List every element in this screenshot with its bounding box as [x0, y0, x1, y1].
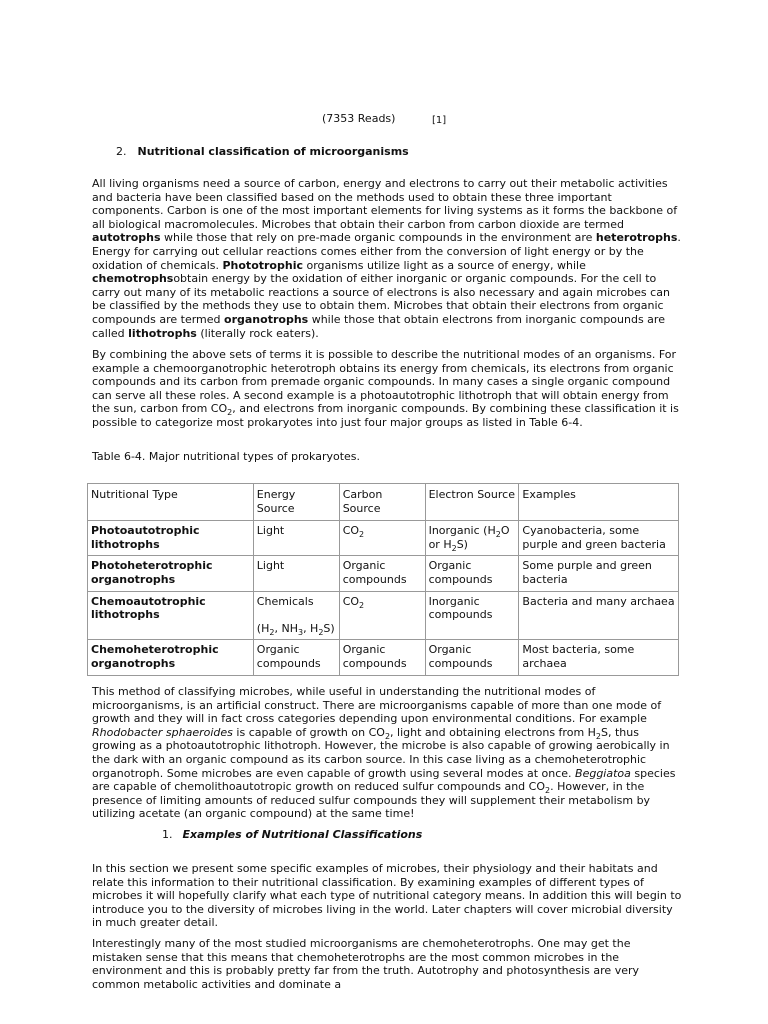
- carbon-source-cell: Organic compounds: [339, 640, 425, 675]
- carbon-source-cell: $CO_2$: [339, 521, 425, 556]
- section-title: Nutritional classification of microorganisms: [137, 145, 409, 158]
- term-lithotrophs: lithotrophs: [128, 326, 197, 340]
- nutritional-type-cell: Chemoheterotrophic organotrophs: [88, 640, 254, 675]
- examples-cell: Cyanobacteria, some purple and green bacteria: [519, 521, 679, 556]
- subsection-number: 1.: [162, 828, 173, 841]
- term-autotrophs: autotrophs: [92, 231, 161, 245]
- section-number: 2.: [116, 145, 127, 158]
- nutritional-types-table: [87, 483, 679, 676]
- electron-source-cell: Organic compounds: [425, 640, 519, 675]
- read-count: (7353 Reads): [322, 112, 396, 125]
- table-row: [88, 640, 679, 675]
- energy-source-cell: Organic compounds: [253, 640, 339, 675]
- term-phototrophic: Phototrophic: [222, 258, 303, 272]
- nutritional-type-cell: Chemoautotrophic lithotrophs: [88, 591, 254, 640]
- nutritional-type-cell: Photoheterotrophic organotrophs: [88, 556, 254, 591]
- subsection-heading: [162, 828, 422, 842]
- examples-cell: Bacteria and many archaea: [519, 591, 679, 640]
- column-header: Examples: [519, 484, 679, 521]
- section-heading: [116, 145, 409, 159]
- paragraph-classification-caveat: This method of classifying microbes, while useful in understanding the nutritional modes of microorganisms, is an artificial construct. There are microorganisms capable of more than one mode of growth and they will in fact cross categories depending upon environmental conditions. For example Rhodobacter sphaeroides is capable of growth on $CO_2$, light and obtaining electrons from $H_2S$, thus growing as a photoautotrophic lithotroph. However, the microbe is also capable of growing aerobically in the dark with an organic compound as its carbon source. In this case living as a chemoheterotrophic organotroph. Some microbes are even capable of growth using several modes at once. Beggiatoa species are capable of chemolithoautotropic growth on reduced sulfur compounds and $CO_2$. However, in the presence of limiting amounts of reduced sulfur compounds they will supplement their metabolism by utilizing acetate (an organic compound) at the same time!: [92, 685, 676, 821]
- term-chemotrophs: chemotrophs: [92, 272, 174, 286]
- examples-cell: Some purple and green bacteria: [519, 556, 679, 591]
- carbon-source-cell: $CO_2$: [339, 591, 425, 640]
- species-name: Beggiatoa: [575, 766, 631, 780]
- paragraph-chemoheterotrophs: Interestingly many of the most studied microorganisms are chemoheterotrophs. One may get the mistaken sense that this means that chemoheterotrophs are the most common microbes in the environment and this is probably pretty far from the truth. Autotrophy and photosynthesis are very common metabolic activities and dominate a: [92, 937, 639, 991]
- subsection-title: Examples of Nutritional Classifications: [182, 828, 423, 841]
- electron-source-cell: Inorganic ($H_2O$ or $H_2S$): [425, 521, 519, 556]
- energy-source-cell: Light: [253, 556, 339, 591]
- term-heterotrophs: heterotrophs: [595, 231, 678, 245]
- term-organotrophs: organotrophs: [224, 312, 309, 326]
- paragraph-examples-intro: In this section we present some specific examples of microbes, their physiology and their habitats and relate this information to their nutritional classification. By examining examples of different types of microbes it will hopefully clarify what each type of nutritional category means. In addition this will begin to introduce you to the diversity of microbes living in the world. Later chapters will cover microbial diversity in much greater detail.: [92, 862, 682, 930]
- reference-link[interactable]: [1]: [432, 115, 447, 126]
- nutritional-type-cell: Photoautotrophic lithotrophs: [88, 521, 254, 556]
- table-row: [88, 556, 679, 591]
- paragraph-combining-terms: By combining the above sets of terms it is possible to describe the nutritional modes of an organisms. For example a chemoorganotrophic heterotroph obtains its energy from chemicals, its electrons from organic compounds and its carbon from premade organic compounds. In many cases a single organic compound can serve all these roles. A second example is a photoautotrophic lithotroph that will obtain energy from the sun, carbon from $CO_2$, and electrons from inorganic compounds. By combining these classification it is possible to categorize most prokaryotes into just four major groups as listed in Table 6-4.: [92, 348, 679, 429]
- table-row: [88, 521, 679, 556]
- table-row: [88, 591, 679, 640]
- carbon-source-cell: Organic compounds: [339, 556, 425, 591]
- table-caption: Table 6-4. Major nutritional types of prokaryotes.: [92, 450, 361, 463]
- column-header: Electron Source: [425, 484, 519, 521]
- species-name: Rhodobacter sphaeroides: [92, 725, 233, 739]
- paragraph-intro: All living organisms need a source of carbon, energy and electrons to carry out their metabolic activities and bacteria have been classified based on the methods used to obtain these three important components. Carbon is one of the most important elements for living systems as it forms the backbone of all biological macromolecules. Microbes that obtain their carbon from carbon dioxide are termed autotrophs while those that rely on pre-made organic compounds in the environment are heterotrophs. Energy for carrying out cellular reactions comes either from the conversion of light energy or by the oxidation of chemicals. Phototrophic organisms utilize light as a source of energy, while chemotrophsobtain energy by the oxidation of either inorganic or organic compounds. For the cell to carry out many of its metabolic reactions a source of electrons is also necessary and again microbes can be classified by the methods they use to obtain them. Microbes that obtain their electrons from organic compounds are termed organotrophs while those that obtain electrons from inorganic compounds are called lithotrophs (literally rock eaters).: [92, 177, 681, 340]
- electron-source-cell: Inorganic compounds: [425, 591, 519, 640]
- table-header-row: [88, 484, 679, 521]
- electron-source-cell: Organic compounds: [425, 556, 519, 591]
- column-header: Nutritional Type: [88, 484, 254, 521]
- energy-source-cell: Light: [253, 521, 339, 556]
- column-header: Energy Source: [253, 484, 339, 521]
- column-header: Carbon Source: [339, 484, 425, 521]
- examples-cell: Most bacteria, some archaea: [519, 640, 679, 675]
- energy-source-cell: Chemicals ($H_2$, $NH_3$, $H_2S$): [253, 591, 339, 640]
